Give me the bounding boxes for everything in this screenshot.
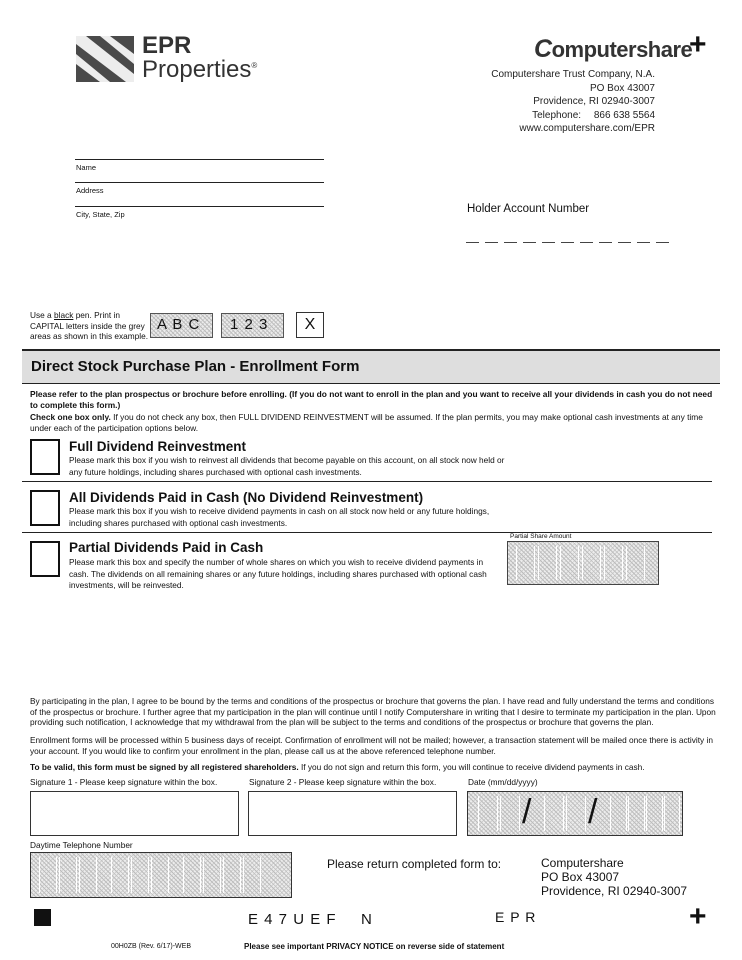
pen-instructions-black: black — [54, 310, 74, 320]
terms-p2: Enrollment forms will be processed within 5 business days of receipt. Confirmation of enrollment will not be mailed; however, a transaction statement will be mailed once there is activity in your account. If you would like to confirm your enrollment in the plan, please call us at the above referenced telephone number. — [30, 735, 713, 756]
return-city: Providence, RI 02940-3007 — [541, 884, 688, 898]
epr-logo-line1: EPR — [142, 32, 192, 59]
pen-instructions-row3: areas as shown in this example. — [30, 331, 149, 341]
option-full-reinvest-desc: Please mark this box if you wish to reinvest all dividends that become payable on this account, on all stock now held or any future holdings, including shares purchased with optional cash investments. — [69, 455, 505, 477]
registration-plus-top: + — [689, 28, 707, 61]
terms-p3-bold: To be valid, this form must be signed by all registered shareholders. — [30, 762, 299, 772]
example-x-box — [296, 312, 324, 338]
computershare-logo — [534, 35, 692, 64]
signature1-label: Signature 1 - Please keep signature within the box. — [30, 777, 218, 787]
intro-refer: Please refer to the plan prospectus or brochure before enrolling. (If you do not want to enroll in the plan and you want to receive all your dividends in cash you do not need to complete this form.) — [30, 389, 713, 410]
intro-check-bold: Check one box only. — [30, 412, 111, 422]
signature2-box[interactable] — [248, 791, 457, 836]
computershare-pobox: PO Box 43007 — [589, 82, 655, 94]
option-partial-title: Partial Dividends Paid in Cash — [69, 540, 264, 555]
form-title: Direct Stock Purchase Plan - Enrollment Form — [31, 358, 360, 375]
option-divider-2 — [22, 532, 712, 533]
example-x: X — [304, 316, 316, 333]
pen-instructions-row2: CAPITAL letters inside the grey — [30, 320, 145, 331]
option-cash-desc: Please mark this box if you wish to receive dividend payments in cash on all stock now held or any future holdings, including shares purchased with optional cash investments. — [69, 506, 490, 528]
code-right: E P R — [495, 909, 537, 925]
example-digits: 1 2 3 — [230, 316, 269, 333]
example-letters: A B C — [157, 316, 201, 333]
return-label: Please return completed form to: — [327, 857, 502, 871]
computershare-phone-row — [491, 109, 655, 123]
computershare-city: Providence, RI 02940-3007 — [533, 96, 655, 107]
form-id: 00H0ZB (Rev. 6/17)-WEB — [111, 943, 192, 950]
option-full-reinvest-checkbox[interactable] — [30, 439, 60, 475]
option-partial-checkbox[interactable] — [30, 541, 60, 577]
code-mid: N — [361, 911, 372, 928]
return-name: Computershare — [541, 856, 624, 870]
code-left: E 4 7 U E F — [248, 911, 337, 928]
alignment-square — [34, 909, 51, 926]
terms-p1: By participating in the plan, I agree to be bound by the terms and conditions of the prospectus or brochure that governs the plan. I have read and fully understand the terms and conditions of the prospectus or brochure. I further agree that my participation in the plan will continue until I notify Computershare in writing that I desire to terminate my participation in the plan. Upon providing such notification, I acknowledge that my withdrawal from the plan will be subject to the terms and conditions of the prospectus or brochure that governs the plan. — [30, 696, 716, 728]
return-address — [541, 856, 687, 898]
terms-p3 — [30, 762, 716, 773]
computershare-phone: 866 638 5564 — [593, 109, 655, 121]
phone-input[interactable] — [30, 852, 292, 898]
date-slash-2: / — [588, 793, 598, 831]
computershare-c: C — [534, 35, 552, 63]
signature1-box[interactable] — [30, 791, 239, 836]
date-slash-1: / — [522, 793, 532, 831]
date-label: Date (mm/dd/yyyy) — [468, 777, 538, 787]
computershare-web: www.computershare.com/EPR — [519, 123, 655, 134]
privacy-notice: Please see important PRIVACY NOTICE on reverse side of statement — [244, 942, 505, 951]
city-line — [75, 206, 324, 207]
pen-instructions — [30, 310, 148, 342]
holder-account-dashes[interactable] — [466, 234, 675, 252]
option-full-reinvest-title: Full Dividend Reinvestment — [69, 439, 247, 454]
option-cash-title: All Dividends Paid in Cash (No Dividend Reinvestment) — [69, 490, 424, 505]
return-pobox: PO Box 43007 — [541, 870, 620, 884]
address-label: Address — [76, 186, 104, 195]
form-title-bar — [22, 349, 720, 384]
partial-share-input[interactable] — [507, 541, 659, 585]
intro-check-rest: If you do not check any box, then FULL DIVIDEND REINVESTMENT will be assumed. If the plan permits, you may make optional cash investments at any time under each of the participation options below. — [30, 412, 703, 433]
registration-plus-bottom: + — [689, 900, 707, 933]
option-divider-1 — [22, 481, 712, 482]
option-cash-checkbox[interactable] — [30, 490, 60, 526]
registered-mark: ® — [251, 61, 258, 70]
name-line — [75, 159, 324, 160]
holder-account-label: Holder Account Number — [467, 203, 590, 215]
epr-logo-line2-text: Properties — [142, 56, 252, 83]
pen-instructions-b: pen. Print in — [75, 310, 120, 320]
option-partial-desc: Please mark this box and specify the number of whole shares on which you wish to receive dividend payments in cash. The dividends on all remaining shares or any future holdings, including shares purchased with optional cash investments, will be reinvested. — [69, 557, 487, 590]
example-letters-box — [150, 313, 213, 338]
terms-p3-rest: If you do not sign and return this form, you will continue to receive dividend payments in cash. — [298, 762, 645, 772]
partial-share-label: Partial Share Amount — [510, 533, 572, 540]
signature2-label: Signature 2 - Please keep signature within the box. — [249, 777, 437, 787]
epr-logo-mark-icon — [76, 36, 134, 82]
pen-instructions-a: Use a — [30, 310, 52, 320]
computershare-company: Computershare Trust Company, N.A. — [491, 69, 655, 80]
date-input[interactable] — [467, 791, 683, 836]
example-digits-box — [221, 313, 284, 338]
intro-check — [30, 412, 714, 433]
name-label: Name — [76, 163, 97, 172]
city-label: City, State, Zip — [76, 210, 125, 219]
computershare-rest: omputershare — [551, 37, 693, 62]
pen-instructions-row1 — [30, 310, 148, 321]
epr-logo-line2 — [142, 56, 257, 84]
computershare-phone-label: Telephone: — [532, 109, 582, 121]
address-line — [75, 182, 324, 183]
phone-label: Daytime Telephone Number — [30, 840, 133, 850]
computershare-address — [491, 68, 655, 136]
